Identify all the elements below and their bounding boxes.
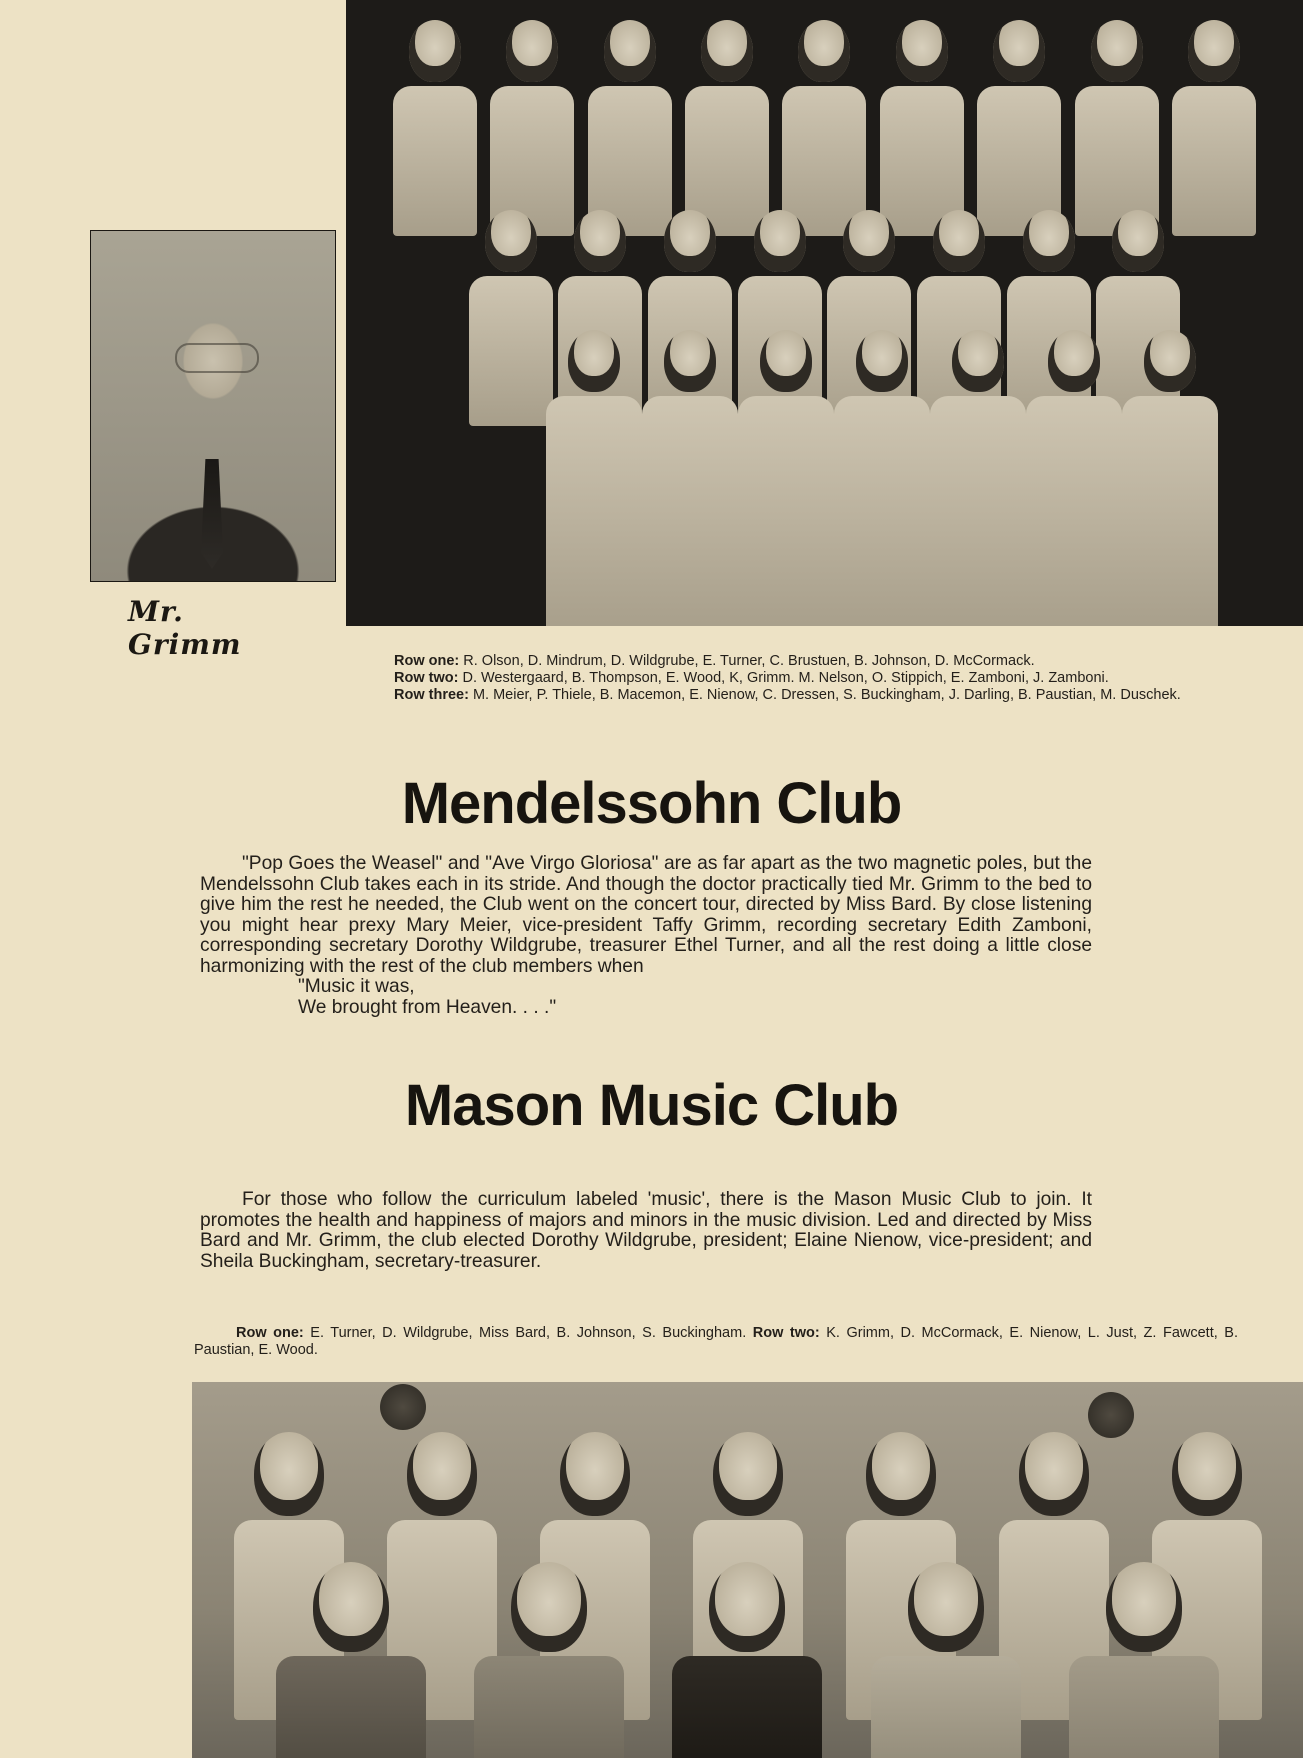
mason-music-club-heading: Mason Music Club [404, 1073, 899, 1138]
row-names: E. Turner, D. Wildgrube, Miss Bard, B. Johnson, S. Buckingham. [310, 1325, 747, 1341]
choir-member [930, 330, 1026, 626]
club-member [1069, 1562, 1219, 1758]
music-club-members-photo [192, 1382, 1303, 1758]
glasses-shape [175, 343, 259, 373]
members-photo-caption [194, 1325, 1238, 1359]
row-label: Row one: [236, 1325, 304, 1341]
choir-member [1122, 330, 1218, 626]
portrait-photo [90, 230, 336, 582]
row-label: Row one: [394, 653, 460, 669]
row-label: Row three: [394, 687, 469, 703]
choir-photo [346, 0, 1303, 626]
club-member [871, 1562, 1021, 1758]
club-member [672, 1562, 822, 1758]
choir-member [834, 330, 930, 626]
choir-member [782, 20, 866, 236]
row-names: M. Meier, P. Thiele, B. Macemon, E. Nienow, C. Dressen, S. Buckingham, J. Darling, B. Paustian, M. Duschek. [472, 687, 1181, 703]
poem-line: "Music it was, [298, 976, 415, 997]
choir-member [685, 20, 769, 236]
row-names: K. Grimm, D. McCormack, E. Nienow, L. Just, Z. Fawcett, B. Paustian, E. Wood. [194, 1325, 1238, 1358]
poem-line: We brought from Heaven. . . ." [298, 996, 557, 1018]
wall-sconce [380, 1384, 426, 1430]
mason-music-club-paragraph [200, 1190, 1092, 1272]
choir-member [393, 20, 477, 236]
choir-member [977, 20, 1061, 236]
choir-member [1026, 330, 1122, 626]
caption-row-two [352, 670, 1245, 687]
caption-row-one [352, 653, 1245, 670]
choir-member [738, 330, 834, 626]
choir-member [1172, 20, 1256, 236]
portrait-caption: Mr. Grimm [128, 595, 242, 661]
paragraph-text: "Pop Goes the Weasel" and "Ave Virgo Gloriosa" are as far apart as the two magnetic poles, but the Mendelssohn Club takes each in its stride. And though the doctor practically tied Mr. Grimm to the bed to give him the rest he needed, the Club went on the concert tour, directed by Miss Bard. By close listening you might hear prexy Mary Meier, vice-president Taffy Grimm, recording secretary Edith Zamboni, corresponding secretary Dorothy Wildgrube, treasurer Ethel Turner, and all the rest doing a little close harmonizing with the rest of the club members when [200, 853, 1092, 977]
choir-front-row [346, 330, 1303, 626]
choir-member [546, 330, 642, 626]
members-front-row [192, 1562, 1303, 1758]
row-label: Row two: [752, 1325, 820, 1341]
tie-shape [201, 459, 223, 569]
row-label: Row two: [394, 670, 459, 686]
choir-member [880, 20, 964, 236]
choir-member [490, 20, 574, 236]
choir-member [1075, 20, 1159, 236]
mendelssohn-club-paragraph [200, 854, 1092, 1018]
choir-back-row [346, 20, 1303, 236]
row-names: D. Westergaard, B. Thompson, E. Wood, K, Grimm. M. Nelson, O. Stippich, E. Zamboni, J. Zamboni. [462, 670, 1109, 686]
caption-row-three [352, 687, 1245, 704]
choir-photo-caption [352, 653, 1245, 704]
row-names: R. Olson, D. Mindrum, D. Wildgrube, E. Turner, C. Brustuen, B. Johnson, D. McCormack. [463, 653, 1035, 669]
choir-member [642, 330, 738, 626]
mendelssohn-club-heading: Mendelssohn Club [401, 771, 902, 836]
paragraph-text: For those who follow the curriculum labeled 'music', there is the Mason Music Club to join. It promotes the health and happiness of majors and minors in the music division. Led and directed by Miss Bard and Mr. Grimm, the club elected Dorothy Wildgrube, president; Elaine Nienow, vice-president; and Sheila Buckingham, secretary-treasurer. [200, 1189, 1092, 1272]
choir-member [588, 20, 672, 236]
club-member [276, 1562, 426, 1758]
club-member [474, 1562, 624, 1758]
